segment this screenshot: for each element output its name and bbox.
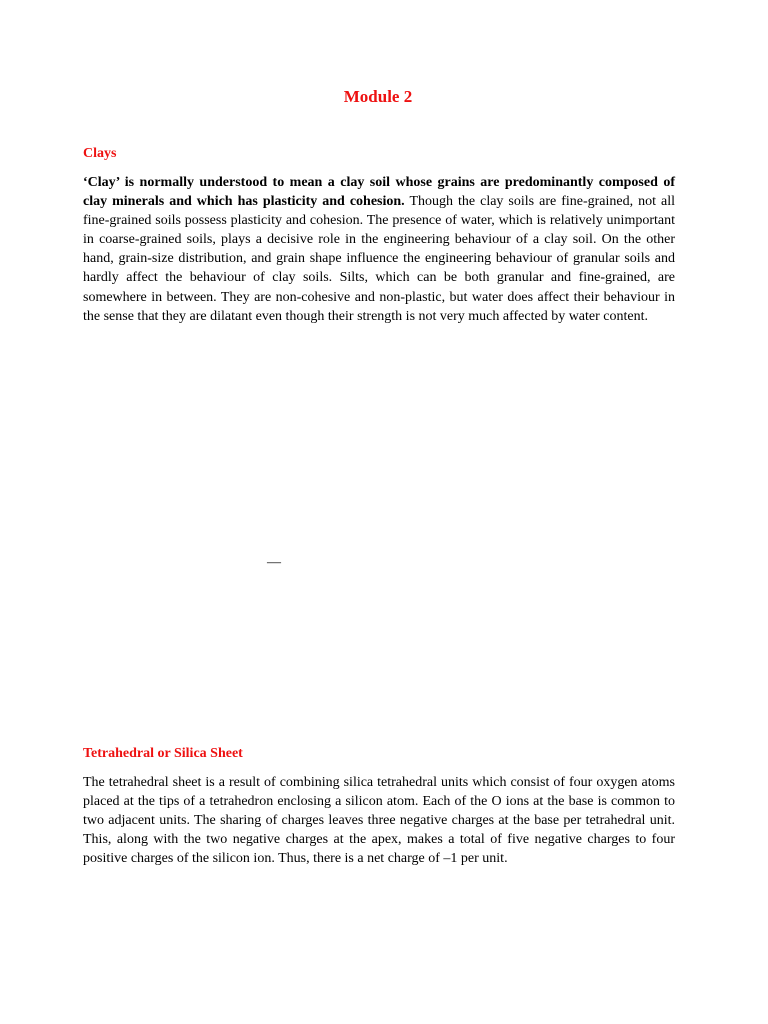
tetrahedral-paragraph: The tetrahedral sheet is a result of combining silica tetrahedral units which consist of four oxygen atoms placed at the tips of a tetrahedron enclosing a silicon atom. Each of the O ions at the base is common to two adjacent units. The sharing of charges leaves three negative charges at the base per tetrahedral unit. This, along with the two negative charges at the apex, makes a total of five negative charges to four positive charges of the silicon ion. Thus, there is a net charge of –1 per unit. [83, 775, 675, 867]
clays-bold-lead: ‘Clay’ is normally understood to mean a clay soil whose grains are predominantly composed of clay minerals and which has plasticity and cohesion. [83, 175, 675, 210]
module-title: Module 2 [343, 87, 413, 106]
clays-paragraph [83, 173, 675, 326]
tetrahedral-heading: Tetrahedral or Silica Sheet [83, 746, 243, 761]
clays-heading: Clays [83, 146, 117, 161]
separator-dash: — [267, 555, 281, 570]
clays-body-text: Though the clay soils are fine-grained, not all fine-grained soils possess plasticity and cohesion. The presence of water, which is relatively unimportant in coarse-grained soils, plays a decisive role in the engineering behaviour of a clay soil. On the other hand, grain-size distribution, and grain shape influence the engineering behaviour of granular soils and hardly affect the behaviour of clay soils. Silts, which can be both granular and fine-grained, are somewhere in between. They are non-cohesive and non-plastic, but water does affect their behaviour in the sense that they are dilatant even though their strength is not very much affected by water content. [83, 194, 675, 324]
